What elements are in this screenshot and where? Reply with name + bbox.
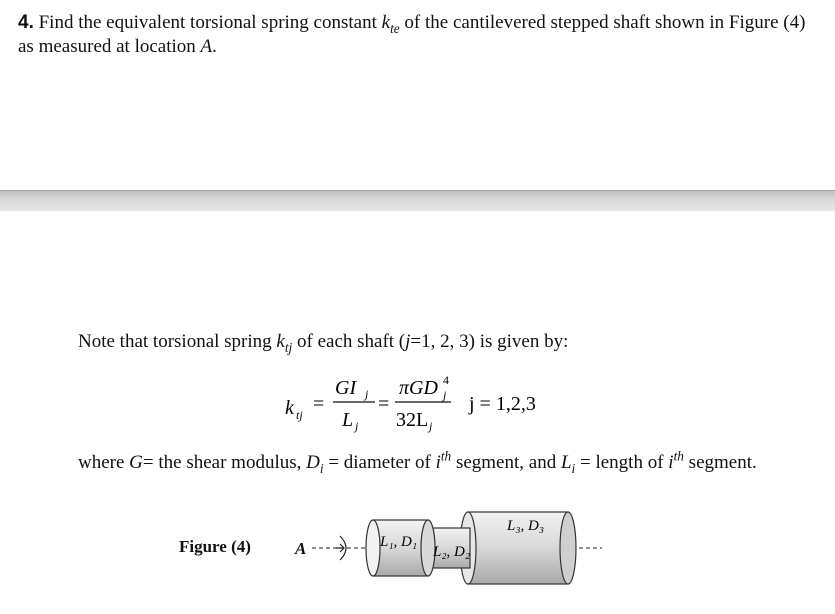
note-text: Note that torsional spring $k_{tj}$ of each shaft (j=1, 2, 3) is given by: — [78, 331, 569, 355]
segment-3-label: L₃, D₃ — [507, 518, 545, 534]
eq-lhs: k — [285, 397, 294, 419]
problem-text-b: of the cantilevered stepped shaft shown in Figure (4) as measured at location — [18, 12, 806, 57]
eq-den1-sub: j — [355, 419, 359, 433]
figure-location-a: A — [295, 539, 307, 558]
segment-1-face — [366, 520, 380, 576]
eq-den2-sub: j — [429, 419, 433, 433]
eq-equals-1: = — [313, 393, 325, 415]
arrow-icon — [336, 544, 344, 552]
problem-number: 4. — [18, 12, 34, 33]
eq-den2: 32L — [396, 409, 429, 431]
eq-equals-2: = — [378, 393, 390, 415]
eq-num2: πGD — [399, 377, 438, 399]
problem-statement — [18, 11, 823, 59]
eq-num1-sub: j — [365, 387, 369, 401]
eq-den1: L — [342, 409, 354, 431]
segment-2-label: L₂, D₂ — [433, 544, 471, 560]
eq-num2-sub: j — [443, 388, 447, 402]
stepped-shaft-figure — [300, 508, 610, 588]
page-divider — [0, 190, 835, 211]
segment-3-end — [560, 512, 576, 584]
k-te-symbol: $k_{te}$ — [381, 12, 400, 36]
eq-range: j = 1,2,3 — [469, 393, 536, 415]
problem-text-a: Find the equivalent torsional spring constant — [33, 12, 382, 33]
problem-period: . — [212, 36, 217, 57]
eq-num2-sup: 4 — [443, 373, 449, 387]
torsional-spring-equation — [285, 370, 605, 440]
figure-label: Figure (4) — [179, 537, 251, 556]
eq-num1: GI — [335, 377, 357, 399]
eq-lhs-sub: tj — [296, 408, 303, 422]
where-text: where G= the shear modulus, $D_i$ = diameter of $i^{th}$ segment, and $L_i$ = length of $i^{th}$ segment. — [78, 448, 757, 476]
location-a: A — [200, 36, 213, 57]
segment-1-label: L₁, D₁ — [380, 534, 418, 550]
